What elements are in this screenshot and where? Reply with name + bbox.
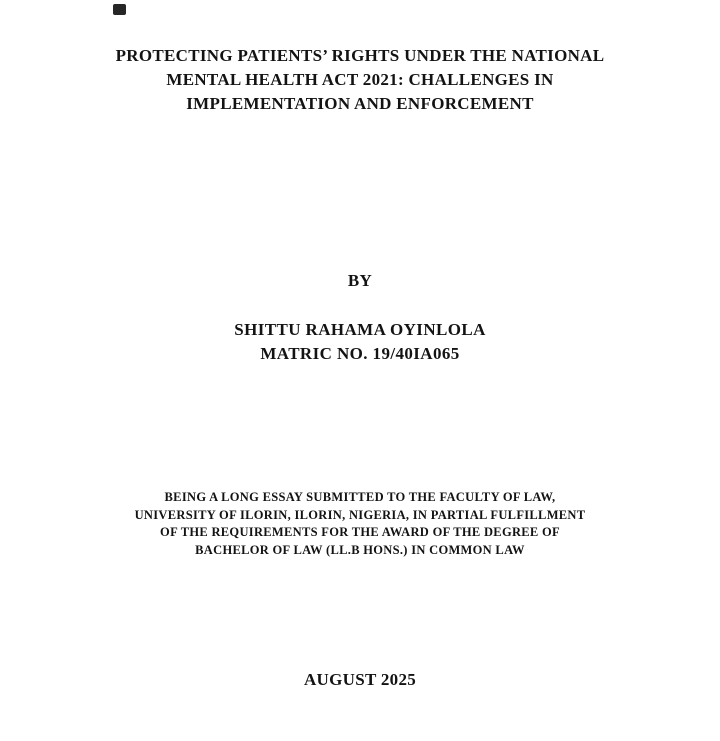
by-label: BY — [347, 271, 373, 290]
submission-line-4: BACHELOR OF LAW (LL.B HONS.) IN COMMON LAW — [195, 542, 525, 557]
author-block — [0, 318, 720, 366]
date-line: AUGUST 2025 — [303, 670, 417, 689]
thesis-title-line-3: IMPLEMENTATION AND ENFORCEMENT — [186, 94, 534, 113]
matric-number: MATRIC NO. 19/40IA065 — [260, 344, 460, 363]
submission-line-3: OF THE REQUIREMENTS FOR THE AWARD OF THE DEGREE OF — [160, 525, 560, 539]
thesis-title-line-2: MENTAL HEALTH ACT 2021: CHALLENGES IN — [166, 70, 554, 89]
submission-line-2: UNIVERSITY OF ILORIN, ILORIN, NIGERIA, IN PARTIAL FULFILLMENT — [134, 507, 586, 522]
submission-line-1: BEING A LONG ESSAY SUBMITTED TO THE FACULTY OF LAW, — [164, 490, 556, 504]
corner-mark — [113, 4, 126, 15]
thesis-title-line-1: PROTECTING PATIENTS’ RIGHTS UNDER THE NATIONAL — [115, 46, 605, 65]
author-name: SHITTU RAHAMA OYINLOLA — [234, 320, 486, 339]
thesis-title — [0, 44, 720, 116]
submission-statement — [0, 489, 720, 559]
